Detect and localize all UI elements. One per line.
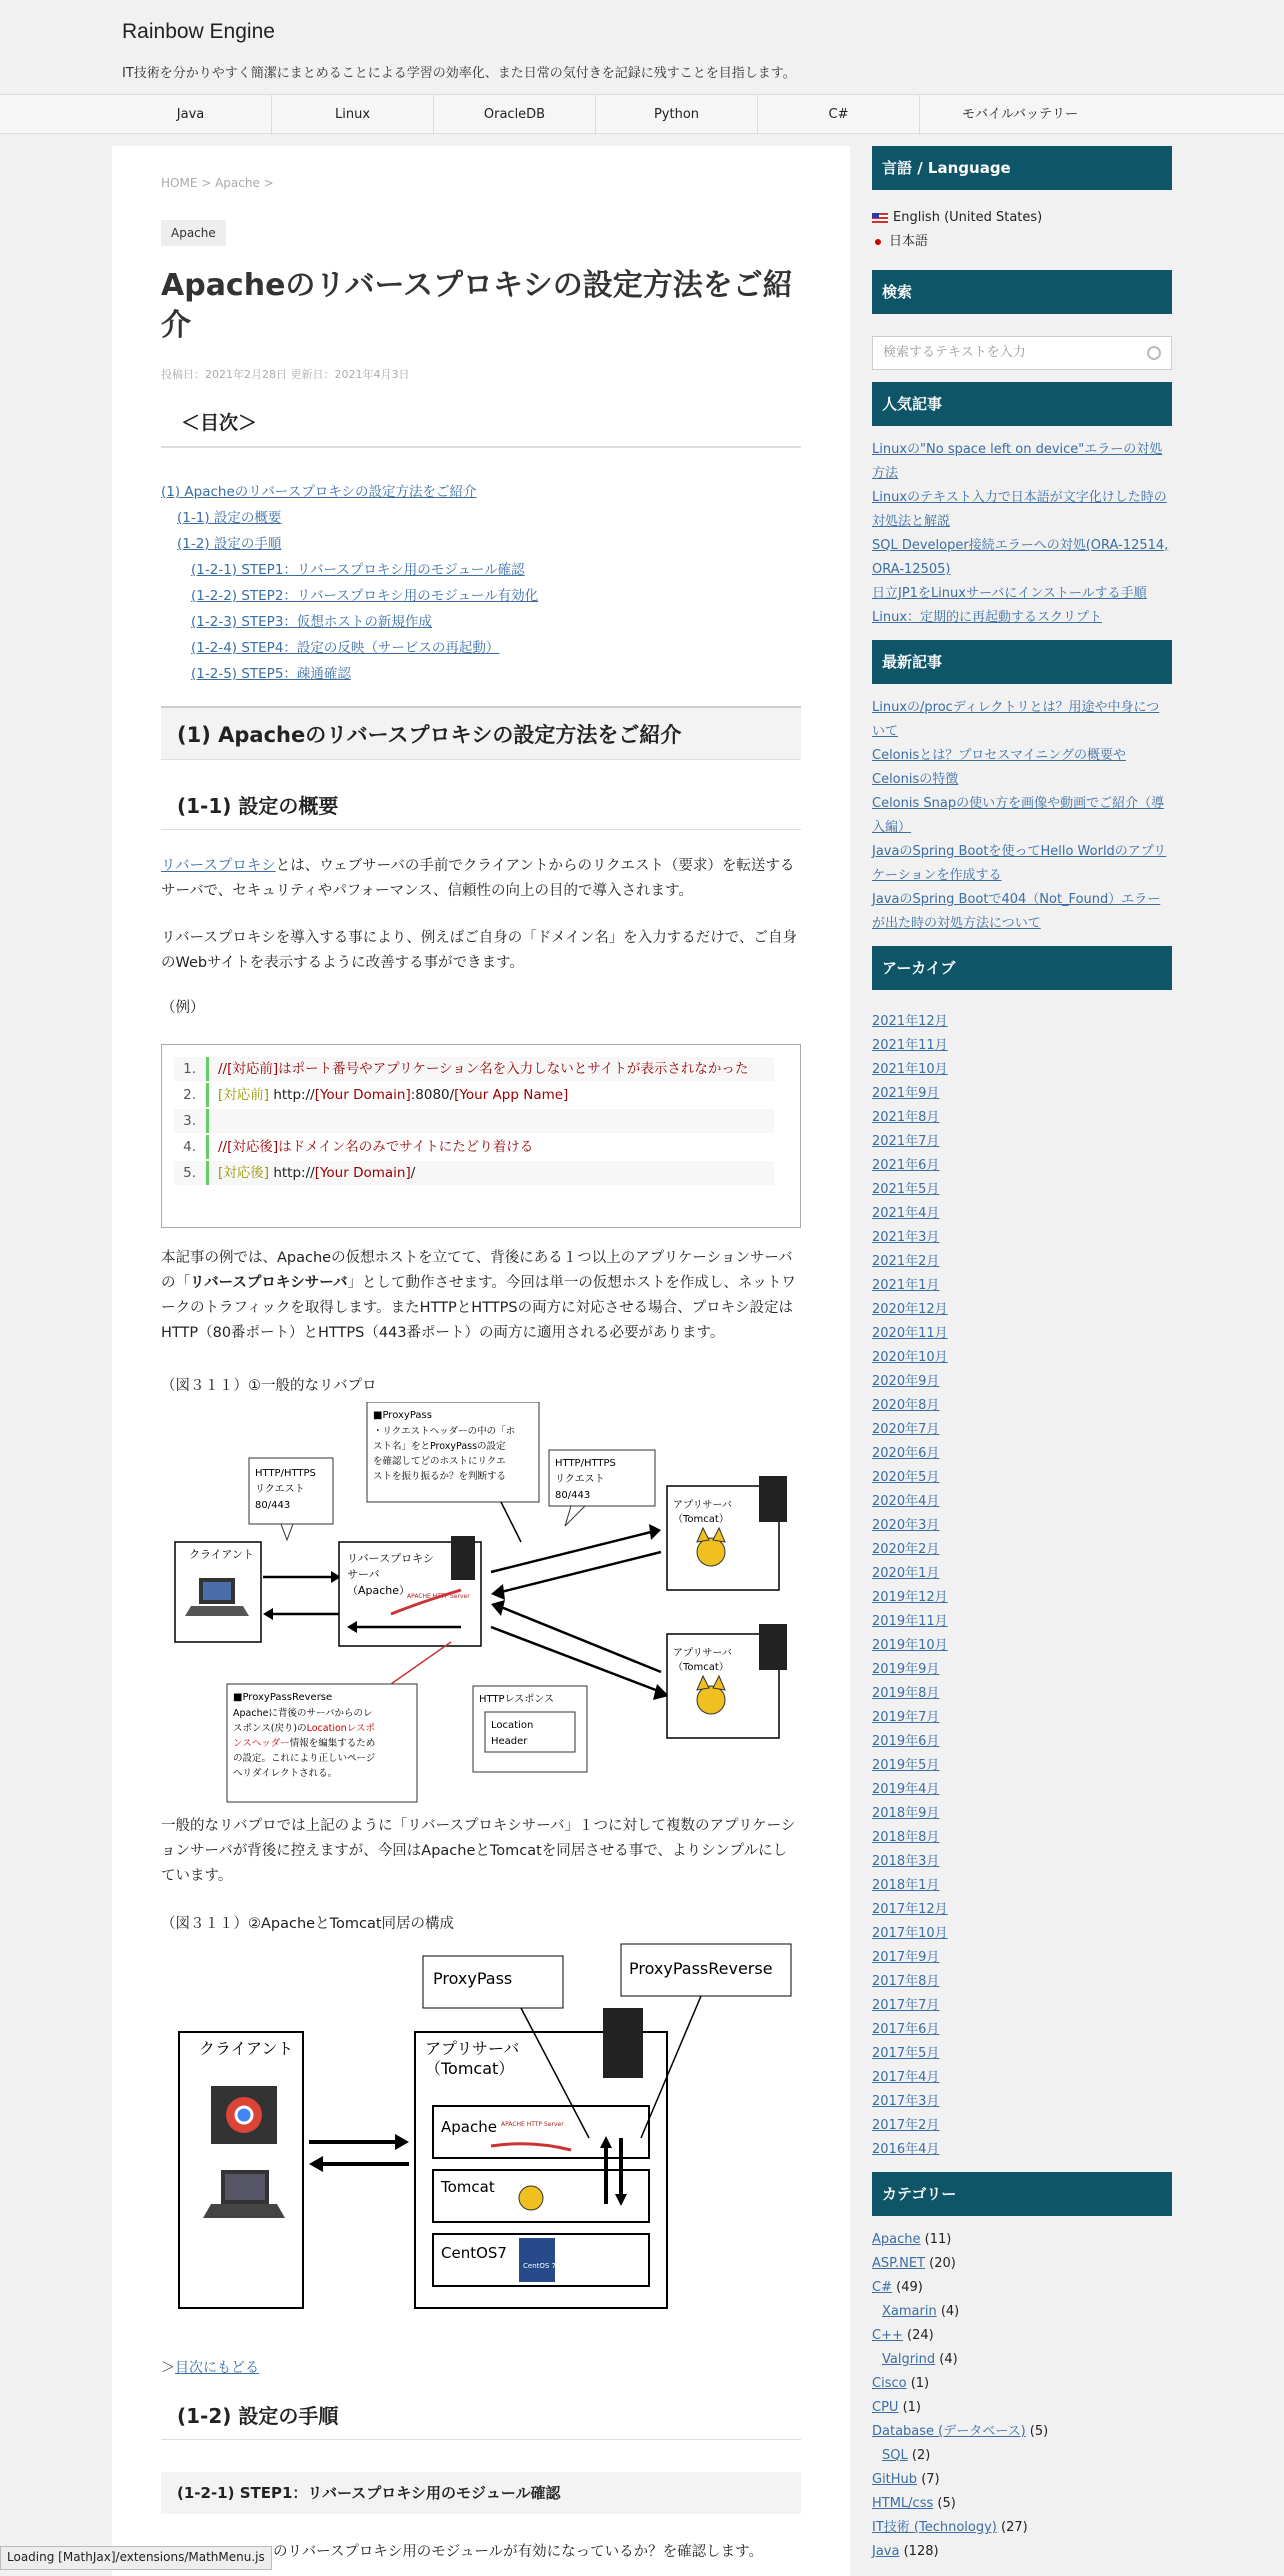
back-to-toc: ＞目次にもどる [161, 2360, 259, 2376]
recent-article-link[interactable]: Celonisとは？プロセスマイニングの概要やCelonisの特徴 [872, 748, 1126, 787]
svg-text:ProxyPass: ProxyPass [433, 1969, 513, 1988]
search-widget-title: 検索 [872, 270, 1172, 314]
toc-title: ＜目次＞ [161, 406, 801, 448]
nav-item-linux[interactable]: Linux [272, 95, 434, 135]
category-count: (2) [907, 2448, 931, 2463]
table-of-contents [161, 479, 801, 687]
svg-text:CentOS7: CentOS7 [441, 2244, 507, 2262]
paragraph-text: とは、ウェブサーバの手前でクライアントからのリクエスト（要求）を転送するサーバで、セキュリティやパフォーマンス、信頼性の向上の目的で導入されます。 [161, 858, 795, 899]
recent-article-link[interactable]: Celonis Snapの使い方を画像や動画でご紹介（導入編） [872, 796, 1165, 835]
category-count: (24) [902, 2328, 934, 2343]
archive-link[interactable]: 2018年3月 [872, 1854, 940, 1869]
svg-text:Tomcat: Tomcat [441, 2178, 495, 2196]
paragraph-description: 本記事の例では、Apacheの仮想ホストを立てて、背後にある１つ以上のアプリケーションサーバの「リバースプロキシサーバ」として動作させます。今回は単一の仮想ホストを作成し、ネットワークのトラフィックを取得します。またHTTPとHTTPSの両方に対応させる場合、プロキシ設定はHTTP（80番ポート）とHTTPS（443番ポート）の両方に適用される必要があります。 [161, 1250, 796, 1341]
archive-link[interactable]: 2021年4月 [872, 1206, 940, 1221]
subsection-heading-overview: (1-1) 設定の概要 [161, 786, 801, 830]
code-line: 5. [対応後] http://[Your Domain]/ [174, 1161, 774, 1185]
line-number: 4. [183, 1139, 196, 1155]
archive-link[interactable]: 2020年4月 [872, 1494, 940, 1509]
jp-flag-icon [875, 239, 881, 245]
svg-text:■ProxyPassReverse: ■ProxyPassReverse [233, 1692, 333, 1703]
svg-text:へリダイレクトされる。: へリダイレクトされる。 [233, 1768, 338, 1779]
code-line: 2. [対応前] http://[Your Domain]:8080/[Your App Name] [174, 1083, 774, 1107]
category-count: (1) [898, 2400, 921, 2415]
archive-link[interactable]: 2016年4月 [872, 2142, 940, 2157]
svg-text:・リクエストヘッダーの中の「ホ: ・リクエストヘッダーの中の「ホ [373, 1426, 516, 1437]
global-nav [0, 94, 1284, 134]
svg-text:クライアント: クライアント [199, 2039, 294, 2058]
line-number: 3. [183, 1113, 196, 1129]
archive-link[interactable]: 2020年7月 [872, 1422, 940, 1437]
popular-article-link[interactable]: Linuxのテキスト入力で日本語が文字化けした時の対処法と解説 [872, 490, 1167, 529]
reverse-proxy-diagram [161, 1402, 801, 1812]
search-icon[interactable] [1147, 346, 1161, 360]
svg-text:Location: Location [491, 1720, 534, 1731]
archive-link[interactable]: 2019年6月 [872, 1734, 940, 1749]
paragraph-benefit: リバースプロキシを導入する事により、例えばご自身の「ドメイン名」を入力するだけで、ご自身のWebサイトを表示するように改善する事ができます。 [161, 930, 797, 971]
category-link[interactable]: Database (データベース) [872, 2424, 1026, 2439]
line-number: 2. [183, 1087, 196, 1103]
archive-link[interactable]: 2018年8月 [872, 1830, 940, 1845]
archive-link[interactable]: 2021年6月 [872, 1158, 940, 1173]
archive-link[interactable]: 2017年6月 [872, 2022, 940, 2037]
main-article [112, 146, 850, 2576]
popular-article-link[interactable]: Linux：定期的に再起動するスクリプト [872, 610, 1103, 625]
svg-text:サーバ: サーバ [347, 1568, 380, 1581]
svg-text:ンスヘッダー情報を編集するため: ンスヘッダー情報を編集するため [233, 1738, 376, 1749]
archive-link[interactable]: 2017年3月 [872, 2094, 940, 2109]
nav-item-mobile-battery[interactable]: モバイルバッテリー [961, 107, 1079, 122]
archive-link[interactable]: 2021年9月 [872, 1086, 940, 1101]
category-link[interactable]: ASP.NET [872, 2256, 925, 2271]
nav-item-java[interactable]: Java [110, 95, 272, 135]
category-link[interactable]: C++ [872, 2328, 903, 2343]
toc-link[interactable]: (1-2-1) STEP1：リバースプロキシ用のモジュール確認 [191, 562, 525, 578]
code-line: 1. //[対応前]はポート番号やアプリケーション名を入力しないとサイトが表示されなかった [174, 1057, 774, 1081]
category-count: (7) [917, 2472, 940, 2487]
svg-text:CentOS 7: CentOS 7 [523, 2262, 557, 2270]
archive-link[interactable]: 2020年9月 [872, 1374, 940, 1389]
example-label: （例） [161, 1000, 205, 1016]
toc-link[interactable]: (1) Apacheのリバースプロキシの設定方法をご紹介 [161, 484, 477, 500]
popular-article-link[interactable]: 日立JP1をLinuxサーバにインストールする手順 [872, 586, 1147, 601]
toc-link[interactable]: (1-2-3) STEP3：仮想ホストの新規作成 [191, 614, 432, 630]
category-link[interactable]: Valgrind [882, 2352, 936, 2367]
svg-text:■ProxyPass: ■ProxyPass [373, 1410, 432, 1421]
archive-link[interactable]: 2019年8月 [872, 1686, 940, 1701]
svg-text:Header: Header [491, 1736, 528, 1747]
archive-link[interactable]: 2021年2月 [872, 1254, 940, 1269]
archive-link[interactable]: 2020年5月 [872, 1470, 940, 1485]
step1-heading: (1-2-1) STEP1：リバースプロキシ用のモジュール確認 [161, 2472, 801, 2514]
popular-widget-title: 人気記事 [872, 382, 1172, 426]
svg-text:の設定。これにより正しいページ: の設定。これにより正しいページ [233, 1753, 376, 1764]
line-number: 5. [183, 1165, 196, 1181]
recent-article-link[interactable]: JavaのSpring Bootで404（Not_Found）エラーが出た時の対処方法について [872, 892, 1161, 931]
popular-list [872, 438, 1172, 630]
archive-link[interactable]: 2017年12月 [872, 1902, 948, 1917]
site-title[interactable]: Rainbow Engine [122, 20, 275, 43]
archive-link[interactable]: 2021年3月 [872, 1230, 940, 1245]
archive-link[interactable]: 2020年6月 [872, 1446, 940, 1461]
svg-text:（Tomcat）: （Tomcat） [425, 2059, 515, 2078]
toc-link[interactable]: (1-2) 設定の手順 [177, 536, 282, 552]
toc-link[interactable]: (1-1) 設定の概要 [177, 510, 282, 526]
archive-link[interactable]: 2020年3月 [872, 1518, 940, 1533]
svg-text:HTTP/HTTPS: HTTP/HTTPS [555, 1458, 616, 1469]
toc-link[interactable]: (1-2-5) STEP5：疎通確認 [191, 666, 351, 682]
archive-link[interactable]: 2017年9月 [872, 1950, 940, 1965]
toc-link[interactable]: (1-2-4) STEP4：設定の反映（サービスの再起動） [191, 640, 500, 656]
archive-link[interactable]: 2020年12月 [872, 1302, 948, 1317]
archive-link[interactable]: 2019年7月 [872, 1710, 940, 1725]
us-flag-icon [872, 213, 888, 223]
svg-text:アプリサーバ: アプリサーバ [673, 1648, 732, 1659]
archive-link[interactable]: 2019年5月 [872, 1758, 940, 1773]
archive-link[interactable]: 2021年1月 [872, 1278, 940, 1293]
archive-link[interactable]: 2020年8月 [872, 1398, 940, 1413]
svg-text:リクエスト: リクエスト [555, 1474, 605, 1485]
line-number: 1. [183, 1061, 196, 1077]
code-line [174, 1109, 774, 1133]
svg-text:Apache: Apache [441, 2118, 497, 2136]
category-link[interactable]: HTML/css [872, 2496, 934, 2511]
site-description: IT技術を分かりやすく簡潔にまとめることによる学習の効率化、また日常の気付きを記録に残すことを目指します。 [122, 66, 796, 81]
archive-link[interactable]: 2017年10月 [872, 1926, 948, 1941]
code-line: 4. //[対応後]はドメイン名のみでサイトにたどり着ける [174, 1135, 774, 1159]
status-bar: Loading [MathJax]/extensions/MathMenu.js [0, 2546, 272, 2570]
svg-text:ProxyPassReverse: ProxyPassReverse [629, 1959, 773, 1978]
page-title: Apacheのリバースプロキシの設定方法をご紹介 [161, 268, 793, 343]
category-count: (27) [996, 2520, 1028, 2535]
svg-text:（Tomcat）: （Tomcat） [673, 1514, 729, 1525]
category-link[interactable]: GitHub [872, 2472, 918, 2487]
svg-text:（Tomcat）: （Tomcat） [673, 1662, 729, 1673]
archive-link[interactable]: 2019年4月 [872, 1782, 940, 1797]
category-badge[interactable]: Apache [161, 220, 226, 246]
archive-link[interactable]: 2021年5月 [872, 1182, 940, 1197]
svg-text:APACHE HTTP Server: APACHE HTTP Server [501, 2121, 564, 2128]
subsection-heading-steps: (1-2) 設定の手順 [161, 2396, 801, 2440]
category-count: (49) [891, 2280, 923, 2295]
archive-link[interactable]: 2019年11月 [872, 1614, 948, 1629]
archive-widget-title: アーカイブ [872, 946, 1172, 990]
archive-link[interactable]: 2021年7月 [872, 1134, 940, 1149]
back-to-toc-link[interactable]: 目次にもどる [175, 2360, 259, 2376]
archive-link[interactable]: 2021年10月 [872, 1062, 948, 1077]
svg-text:スト名」をとProxyPassの設定: スト名」をとProxyPassの設定 [373, 1441, 506, 1452]
archive-link[interactable]: 2020年11月 [872, 1326, 948, 1341]
language-english[interactable]: English (United States) [872, 206, 1172, 230]
recent-list [872, 696, 1172, 936]
post-dates: 投稿日：2021年2月28日 更新日：2021年4月3日 [161, 368, 410, 381]
svg-text:HTTP/HTTPS: HTTP/HTTPS [255, 1468, 316, 1479]
svg-text:80/443: 80/443 [255, 1500, 291, 1511]
code-block [161, 1044, 801, 1228]
archive-link[interactable]: 2017年5月 [872, 2046, 940, 2061]
archive-list [872, 1010, 1172, 2162]
archive-link[interactable]: 2019年12月 [872, 1590, 948, 1605]
category-link[interactable]: Apache [872, 2232, 921, 2247]
figure2-caption: （図３１１）②ApacheとTomcat同居の構成 [161, 1916, 455, 1932]
svg-text:クライアント: クライアント [189, 1548, 254, 1561]
archive-link[interactable]: 2019年9月 [872, 1662, 940, 1677]
site-header [0, 0, 1284, 94]
archive-link[interactable]: 2019年10月 [872, 1638, 948, 1653]
paragraph-comparison: 一般的なリバプロでは上記のように「リバースプロキシサーバ」１つに対して複数のアプリケーションサーバが背後に控えますが、今回はApacheとTomcatを同居させる事で、よりシンプルにしています。 [161, 1818, 796, 1884]
category-count: (4) [935, 2352, 958, 2367]
recent-article-link[interactable]: Linuxの/procディレクトリとは？用途や中身について [872, 700, 1160, 739]
archive-link[interactable]: 2017年7月 [872, 1998, 940, 2013]
svg-text:リバースプロキシ: リバースプロキシ [347, 1552, 435, 1565]
search-input[interactable]: 検索するテキストを入力 [872, 336, 1172, 370]
category-list [872, 2228, 1172, 2564]
category-link[interactable]: IT技術 (Technology) [872, 2520, 997, 2535]
category-link[interactable]: Java [872, 2544, 900, 2559]
category-count: (20) [924, 2256, 956, 2271]
language-widget-title: 言語 / Language [872, 146, 1172, 190]
paragraph-intro [161, 854, 801, 904]
step1-paragraph: のリバースプロキシ用のモジュールが有効になっているか？を確認します。 [273, 2544, 763, 2560]
svg-text:APACHE HTTP Server: APACHE HTTP Server [407, 1593, 470, 1600]
category-count: (4) [936, 2304, 960, 2319]
sidebar [872, 146, 1172, 2564]
archive-link[interactable]: 2020年1月 [872, 1566, 940, 1581]
svg-text:スポンス(戻り)のLocationレスポ: スポンス(戻り)のLocationレスポ [233, 1723, 376, 1734]
category-count: (11) [920, 2232, 952, 2247]
language-list [872, 206, 1172, 254]
svg-text:ストを振り振るか？を判断する: ストを振り振るか？を判断する [373, 1471, 507, 1482]
nav-item-python[interactable]: Python [596, 95, 758, 135]
category-link[interactable]: Xamarin [882, 2304, 937, 2319]
nav-item-oracledb[interactable]: OracleDB [434, 95, 596, 135]
archive-link[interactable]: 2018年1月 [872, 1878, 940, 1893]
popular-article-link[interactable]: Linuxの"No space left on device"エラーの対処方法 [872, 442, 1163, 481]
archive-link[interactable]: 2020年10月 [872, 1350, 948, 1365]
archive-link[interactable]: 2017年2月 [872, 2118, 940, 2133]
svg-text:を確認してどのホストにリクエ: を確認してどのホストにリクエ [373, 1456, 506, 1467]
archive-link[interactable]: 2017年4月 [872, 2070, 940, 2085]
archive-link[interactable]: 2021年11月 [872, 1038, 948, 1053]
nav-item-csharp[interactable]: C# [758, 95, 920, 135]
archive-link[interactable]: 2020年2月 [872, 1542, 940, 1557]
archive-link[interactable]: 2017年8月 [872, 1974, 940, 1989]
category-link[interactable]: C# [872, 2280, 892, 2295]
toc-link[interactable]: (1-2-2) STEP2：リバースプロキシ用のモジュール有効化 [191, 588, 539, 604]
category-widget-title: カテゴリー [872, 2172, 1172, 2216]
archive-link[interactable]: 2021年12月 [872, 1014, 948, 1029]
section-heading: (1) Apacheのリバースプロキシの設定方法をご紹介 [161, 706, 801, 760]
archive-link[interactable]: 2018年9月 [872, 1806, 940, 1821]
svg-text:アプリサーバ: アプリサーバ [673, 1500, 732, 1511]
category-link[interactable]: Cisco [872, 2376, 907, 2391]
figure1-caption: （図３１１）①一般的なリバプロ [161, 1378, 377, 1394]
language-japanese[interactable]: 日本語 [872, 230, 1172, 254]
category-count: (5) [1025, 2424, 1049, 2439]
category-count: (128) [899, 2544, 939, 2559]
recent-article-link[interactable]: JavaのSpring Bootを使ってHello Worldのアプリケーションを作成する [872, 844, 1167, 883]
archive-link[interactable]: 2021年8月 [872, 1110, 940, 1125]
category-count: (5) [933, 2496, 956, 2511]
apache-tomcat-diagram [161, 1942, 801, 2338]
svg-text:80/443: 80/443 [555, 1490, 591, 1501]
category-count: (1) [906, 2376, 930, 2391]
svg-text:HTTPレスポンス: HTTPレスポンス [479, 1694, 554, 1705]
category-link[interactable]: SQL [882, 2448, 908, 2463]
svg-text:リクエスト: リクエスト [255, 1484, 305, 1495]
recent-widget-title: 最新記事 [872, 640, 1172, 684]
popular-article-link[interactable]: SQL Developer接続エラーへの対処(ORA-12514, ORA-12505) [872, 538, 1169, 577]
svg-text:アプリサーバ: アプリサーバ [425, 2039, 520, 2058]
breadcrumb[interactable]: HOME > Apache > [161, 176, 274, 190]
reverse-proxy-link[interactable]: リバースプロキシ [161, 858, 276, 874]
svg-text:（Apache）: （Apache） [347, 1584, 411, 1597]
svg-text:Apacheに背後のサーバからのレ: Apacheに背後のサーバからのレ [233, 1708, 373, 1719]
category-link[interactable]: CPU [872, 2400, 899, 2415]
